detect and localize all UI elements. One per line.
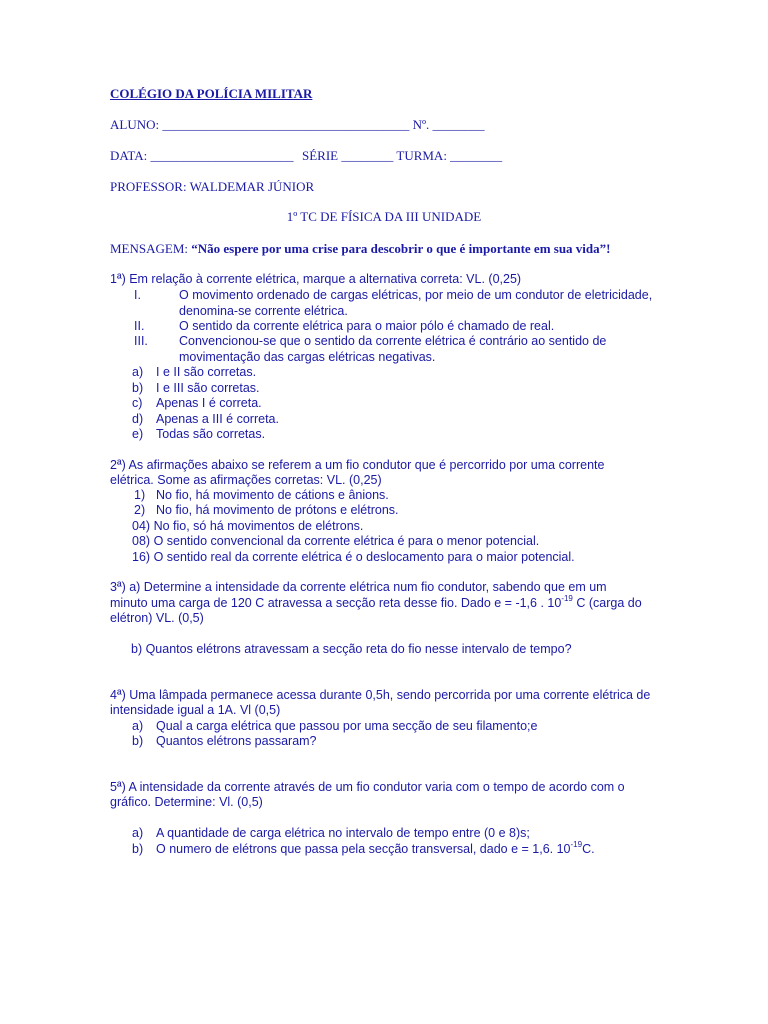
q1-option-letter: a) [132, 365, 144, 379]
q5-line: gráfico. Determine: Vl. (0,5) [110, 795, 263, 809]
mensagem-label: MENSAGEM: [110, 241, 192, 256]
professor-line: PROFESSOR: WALDEMAR JÚNIOR [110, 179, 315, 194]
data-line [110, 148, 503, 164]
q2-item [132, 534, 539, 550]
q5-option-text [156, 839, 595, 858]
q1-option-letter: b) [132, 381, 144, 395]
q2-item-num: 16) [132, 550, 151, 564]
q5-option-text: A quantidade de carga elétrica no intervalo de tempo entre (0 e 8)s; [156, 826, 530, 840]
q1-option-letter: d) [132, 412, 144, 426]
q3-part-b: b) Quantos elétrons atravessam a secção reta do fio nesse intervalo de tempo? [131, 642, 572, 656]
q1-stem: 1ª) Em relação à corrente elétrica, marque a alternativa correta: VL. (0,25) [110, 272, 522, 286]
q1-statement-num: I. [134, 288, 141, 302]
q2-item-text: No fio, só há movimentos de elétrons. [153, 519, 364, 533]
q1-option [132, 412, 279, 428]
q1-statement [134, 288, 653, 304]
q4-option-letter: a) [132, 719, 144, 733]
q1-statement-text: O sentido da corrente elétrica para o maior pólo é chamado de real. [179, 319, 555, 333]
q2-item-text: No fio, há movimento de cátions e ânions. [156, 488, 389, 502]
q2-item-num: 1) [134, 488, 146, 502]
q2-item [132, 550, 575, 566]
q5-option [132, 839, 595, 858]
q2-item [134, 488, 389, 504]
mensagem-line [110, 241, 610, 257]
q1-option-letter: e) [132, 427, 144, 441]
q4-option-text: Qual a carga elétrica que passou por uma secção de seu filamento;e [156, 719, 538, 733]
q2-item [132, 519, 363, 535]
q5-option-text-part: O numero de elétrons que passa pela secção transversal, dado e = 1,6. 10 [156, 842, 571, 856]
q2-item-num: 04) [132, 519, 151, 533]
q2-stem: 2ª) As afirmações abaixo se referem a um fio condutor que é percorrido por uma corrente [110, 458, 605, 472]
q4-option [132, 734, 317, 750]
q1-option [132, 365, 257, 381]
q2-item-text: No fio, há movimento de prótons e elétrons. [156, 503, 399, 517]
q1-statement-text: O movimento ordenado de cargas elétricas, por meio de um condutor de eletricidade, [179, 288, 653, 302]
q4-line: 4ª) Uma lâmpada permanece acessa durante 0,5h, sendo percorrida por uma corrente elétrica de [110, 688, 651, 702]
q2-item-text: O sentido convencional da corrente elétrica é para o menor potencial. [153, 534, 540, 548]
school-title: COLÉGIO DA POLÍCIA MILITAR [110, 86, 313, 101]
q4-option [132, 719, 538, 735]
aluno-line: ALUNO: ______________________________________ Nº. ________ [110, 117, 485, 132]
q3-line: 3ª) a) Determine a intensidade da corrente elétrica num fio condutor, sabendo que em um [110, 580, 607, 594]
q1-option [132, 381, 260, 397]
q1-statement-cont: denomina-se corrente elétrica. [179, 304, 348, 318]
q2-item-text: O sentido real da corrente elétrica é o deslocamento para o maior potencial. [153, 550, 575, 564]
q1-option-text: I e III são corretas. [156, 381, 260, 395]
q1-option [132, 396, 262, 412]
q5-option-text-part: C. [582, 842, 595, 856]
q4-option-letter: b) [132, 734, 144, 748]
q1-statement-text: Convencionou-se que o sentido da corrente elétrica é contrário ao sentido de [179, 334, 607, 348]
q2-item-num: 08) [132, 534, 151, 548]
q4-option-text: Quantos elétrons passaram? [156, 734, 317, 748]
q4-line: intensidade igual a 1A. Vl (0,5) [110, 703, 281, 717]
q1-option-text: I e II são corretas. [156, 365, 257, 379]
q1-statement-num: III. [134, 334, 148, 348]
q5-exponent: -19 [570, 839, 583, 849]
q1-option-text: Todas são corretas. [156, 427, 266, 441]
q3-line: elétron) VL. (0,5) [110, 611, 204, 625]
q3-line-text: minuto uma carga de 120 C atravessa a secção reta desse fio. Dado e = -1,6 . 10 [110, 596, 562, 610]
serie-turma-field: SÉRIE ________ TURMA: ________ [302, 148, 503, 163]
q1-statement-num: II. [134, 319, 145, 333]
exam-title: 1º TC DE FÍSICA DA III UNIDADE [286, 209, 482, 224]
q1-option-letter: c) [132, 396, 143, 410]
q5-option [132, 826, 530, 842]
q1-option-text: Apenas I é correta. [156, 396, 262, 410]
q2-stem-cont: elétrica. Some as afirmações corretas: VL. (0,25) [110, 473, 382, 487]
data-field: DATA: ______________________ [110, 148, 294, 163]
q1-statement [134, 319, 555, 335]
mensagem-text: “Não espere por uma crise para descobrir o que é importante em sua vida”! [191, 241, 611, 256]
q1-option [132, 427, 266, 443]
q5-option-letter: a) [132, 826, 144, 840]
q3-line-text: C (carga do [572, 596, 642, 610]
q3-exponent: -19 [561, 593, 573, 603]
q5-line: 5ª) A intensidade da corrente através de um fio condutor varia com o tempo de acordo com o [110, 780, 625, 794]
q2-item [134, 503, 399, 519]
q5-option-letter: b) [132, 842, 144, 856]
q3-line [110, 593, 642, 612]
q1-statement [134, 334, 607, 350]
q1-option-text: Apenas a III é correta. [156, 412, 279, 426]
q2-item-num: 2) [134, 503, 146, 517]
q1-statement-cont: movimentação das cargas elétricas negativas. [179, 350, 436, 364]
